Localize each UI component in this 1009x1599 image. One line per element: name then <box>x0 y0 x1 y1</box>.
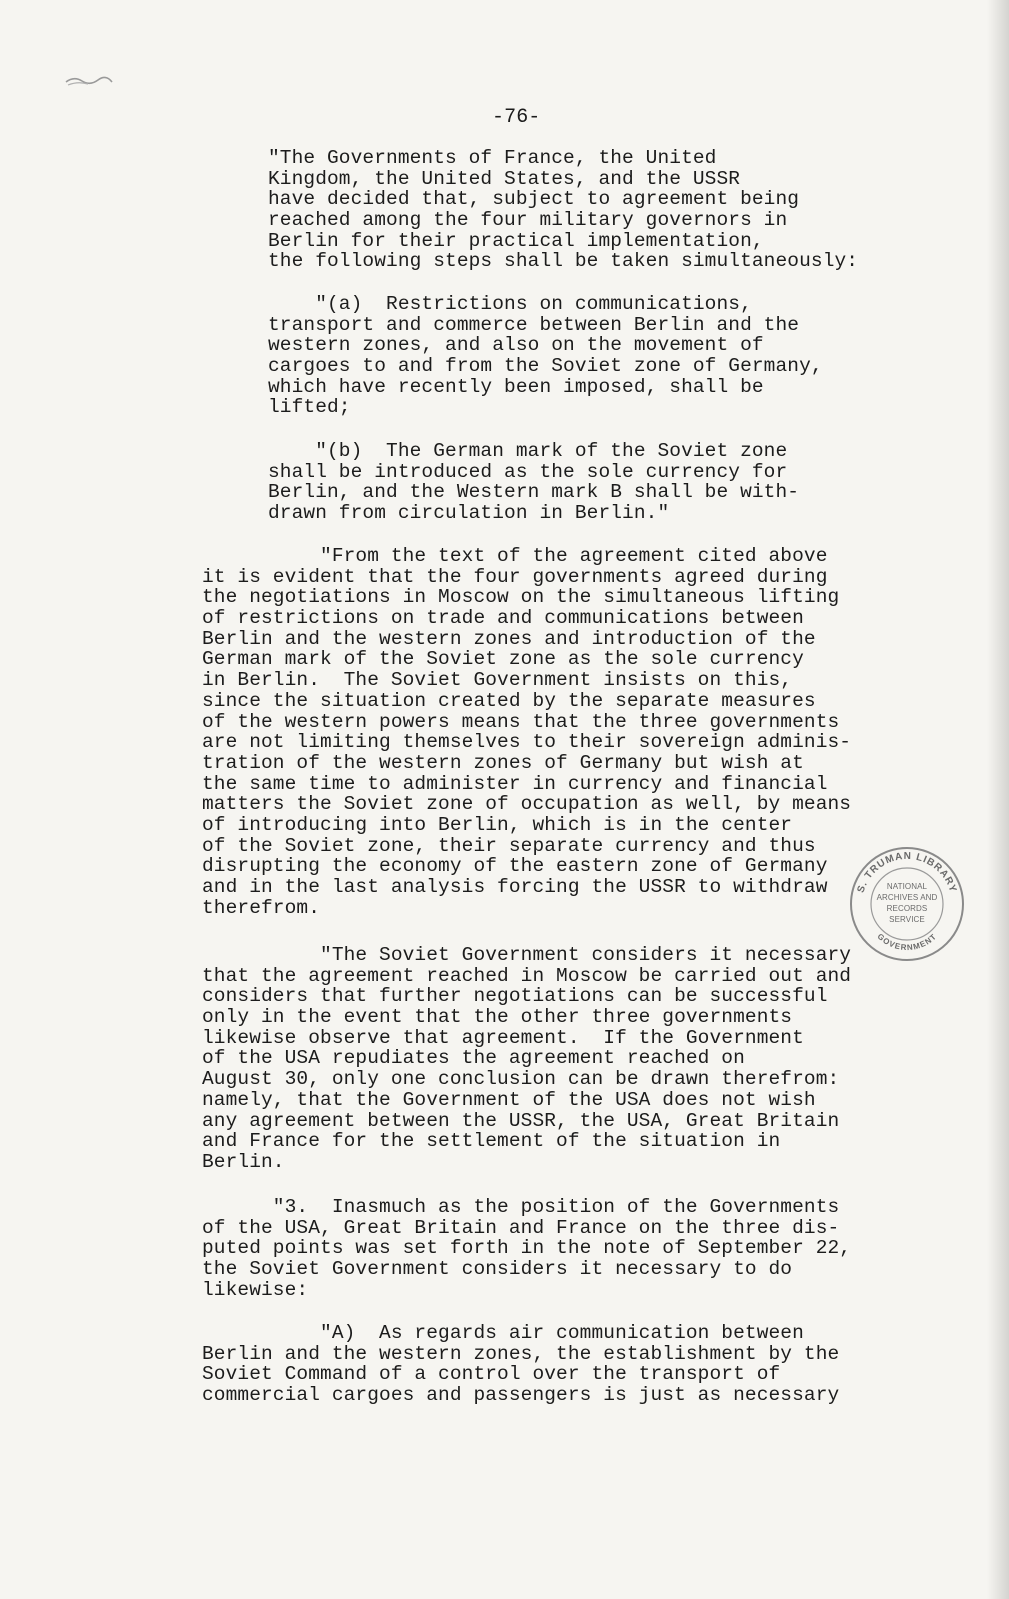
text-line: therefrom. <box>202 896 321 919</box>
paragraph-point-a-air <box>202 1323 839 1406</box>
text-line: Soviet Command of a control over the transport of <box>202 1363 781 1386</box>
text-line: drawn from circulation in Berlin." <box>268 502 670 525</box>
text-line: "3. Inasmuch as the position of the Governments <box>202 1196 840 1218</box>
text-line: "(a) Restrictions on communications, <box>268 293 752 315</box>
page-number: -76- <box>492 106 541 129</box>
text-line: in Berlin. The Soviet Government insists on this, <box>202 669 793 692</box>
paragraph-point-3 <box>202 1197 851 1300</box>
text-line: have decided that, subject to agreement being <box>268 188 800 211</box>
stamp-text-line: SERVICE <box>889 915 925 924</box>
stamp-text-line: NATIONAL <box>886 882 928 891</box>
text-line: lifted; <box>268 396 351 419</box>
text-line: which have recently been imposed, shall be <box>268 375 764 398</box>
quoted-item-a <box>268 294 823 418</box>
text-line: of the USA repudiates the agreement reached on <box>202 1047 745 1070</box>
text-line: Berlin and the western zones, the establishment by the <box>202 1342 840 1365</box>
stamp-text-line: RECORDS <box>886 904 928 913</box>
text-line: transport and commerce between Berlin and the <box>268 313 800 336</box>
text-line: and in the last analysis forcing the USSR to withdraw <box>202 876 828 898</box>
text-line: it is evident that the four governments agreed during <box>202 565 828 588</box>
text-line: "A) As regards air communication between <box>202 1322 804 1344</box>
text-line: any agreement between the USSR, the USA, Great Britain <box>202 1109 840 1132</box>
text-line: the negotiations in Moscow on the simultaneous lifting <box>202 586 840 609</box>
quoted-item-b <box>268 441 799 524</box>
text-line: Berlin and the western zones and introduction of the <box>202 627 816 650</box>
text-line: considers that further negotiations can be successful <box>202 985 828 1008</box>
text-line: since the situation created by the separate measures <box>202 689 816 712</box>
text-line: Berlin, and the Western mark B shall be with- <box>268 481 800 504</box>
text-line: "The Governments of France, the United <box>268 147 717 169</box>
text-line: the Soviet Government considers it necessary to do <box>202 1258 793 1281</box>
text-line: "From the text of the agreement cited above <box>202 545 828 567</box>
text-line: Berlin. <box>202 1150 285 1173</box>
text-line: Kingdom, the United States, and the USSR <box>268 167 741 190</box>
text-line: western zones, and also on the movement of <box>268 334 764 357</box>
text-line: tration of the western zones of Germany but wish at <box>202 751 804 774</box>
svg-text:GOVERNMENT <box>875 932 938 952</box>
text-line: shall be introduced as the sole currency for <box>268 460 788 483</box>
stamp-text-bottom: GOVERNMENT <box>875 931 939 953</box>
text-line: cargoes to and from the Soviet zone of Germany, <box>268 355 823 378</box>
text-line: of introducing into Berlin, which is in the center <box>202 813 793 836</box>
text-line: commercial cargoes and passengers is just as necessary <box>202 1384 840 1407</box>
text-line: reached among the four military governors in <box>268 209 788 232</box>
text-line: the same time to administer in currency and financial <box>202 772 828 795</box>
text-line: "The Soviet Government considers it necessary <box>202 944 852 966</box>
text-line: August 30, only one conclusion can be drawn therefrom: <box>202 1068 840 1091</box>
text-line: matters the Soviet zone of occupation as well, by means <box>202 793 852 816</box>
text-line: only in the event that the other three governments <box>202 1006 793 1029</box>
text-line: Berlin for their practical implementation, <box>268 229 764 252</box>
text-line: the following steps shall be taken simultaneously: <box>268 250 859 273</box>
text-line: namely, that the Government of the USA does not wish <box>202 1088 816 1111</box>
stamp-text-line: ARCHIVES AND <box>876 893 938 902</box>
text-line: "(b) The German mark of the Soviet zone <box>268 440 788 462</box>
stamp-text-top: S. TRUMAN LIBRARY <box>855 850 959 895</box>
page-edge-shadow <box>987 0 1009 1599</box>
text-line: and France for the settlement of the situation in <box>202 1130 781 1153</box>
text-line: likewise observe that agreement. If the Government <box>202 1026 804 1049</box>
text-line: of restrictions on trade and communications between <box>202 607 804 630</box>
text-line: German mark of the Soviet zone as the sole currency <box>202 648 804 671</box>
archive-stamp <box>846 843 968 965</box>
text-line: likewise: <box>202 1278 309 1301</box>
text-line: are not limiting themselves to their sovereign adminis- <box>202 731 852 754</box>
text-line: that the agreement reached in Moscow be carried out and <box>202 964 852 987</box>
paragraph-agreement-text <box>202 546 851 918</box>
text-line: disrupting the economy of the eastern zone of Germany <box>202 855 828 878</box>
text-line: puted points was set forth in the note of September 22, <box>202 1237 852 1260</box>
text-line: of the western powers means that the three governments <box>202 710 840 733</box>
quoted-agreement-intro <box>268 148 858 272</box>
text-line: of the Soviet zone, their separate currency and thus <box>202 834 816 857</box>
margin-smudge-mark <box>64 74 114 88</box>
paragraph-soviet-position <box>202 945 851 1173</box>
text-line: of the USA, Great Britain and France on the three dis- <box>202 1216 840 1239</box>
